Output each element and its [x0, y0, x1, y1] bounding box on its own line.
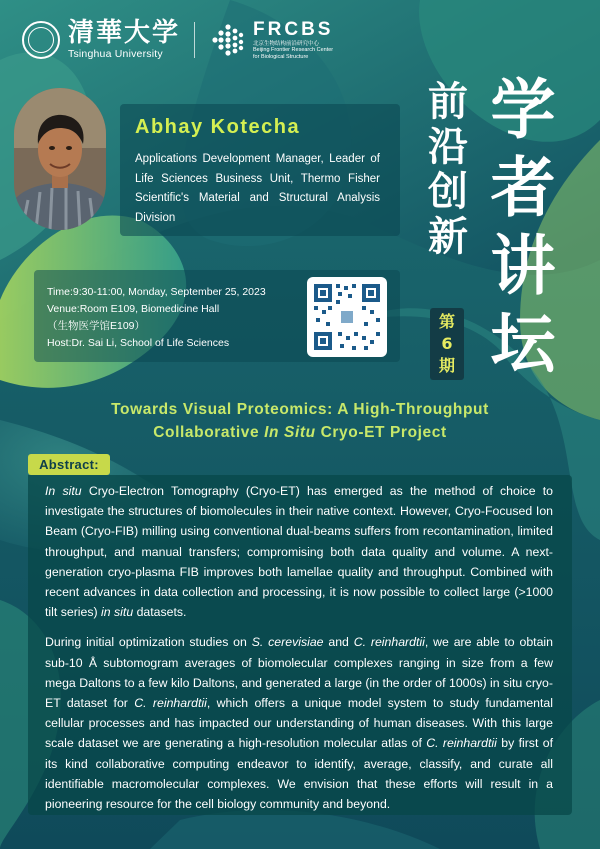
tsinghua-cn-name: 清華大学	[68, 18, 181, 49]
abstract-paragraph-1	[45, 481, 553, 622]
time-value: 9:30-11:00, Monday, September 25, 2023	[72, 286, 266, 298]
issue-number: 6	[441, 334, 453, 353]
talk-title	[0, 398, 600, 444]
series-title-char: 学	[490, 73, 556, 148]
abstract-paragraph-2	[45, 632, 553, 814]
tsinghua-seal-icon	[22, 21, 60, 59]
frcbs-title: FRCBS	[253, 18, 334, 40]
event-time	[47, 284, 266, 301]
time-label: Time:	[47, 286, 73, 298]
abstract-italic-term: C. reinhardtii	[353, 635, 425, 650]
header-logos	[22, 18, 333, 62]
abstract-text-segment: During initial optimization studies on	[45, 635, 252, 650]
venue-cn: （生物医学馆E109）	[47, 320, 146, 332]
talk-title-part: Collaborative	[153, 424, 265, 441]
event-info	[47, 284, 266, 352]
host-value: Dr. Sai Li, School of Life Sciences	[71, 337, 230, 349]
host-label: Host:	[47, 337, 72, 349]
frcbs-logo	[209, 20, 333, 61]
series-title-char: 前	[428, 79, 468, 125]
frcbs-dots-icon	[209, 21, 247, 59]
frcbs-en-name-1: Beijing Frontier Research Center	[253, 47, 334, 54]
series-title-right	[478, 72, 568, 384]
abstract-text-segment: by first of its kind collaborative computing endeavor to identify, average, classify, and curate all identifiable macromolecular complexes. We envision that these efforts will result in a pioneering resource for the cell biology community and beyond.	[45, 736, 553, 812]
abstract-italic-term: C. reinhardtii	[134, 696, 207, 711]
series-title-left	[423, 80, 473, 260]
abstract-text-segment: , which offers a unique model system to study fundamental cellular processes and has impacted our understanding of human diseases. With this large scale dataset we are generating a high-resolution molecular atlas of	[45, 696, 553, 751]
series-title-char: 坛	[490, 307, 556, 382]
frcbs-cn-name: 北京生物结构前沿研究中心	[253, 40, 320, 47]
abstract-text-segment: Cryo-Electron Tomography (Cryo-ET) has emerged as the method of choice to investigate the structures of biomolecules in their native context. However, Cryo-Focused Ion Beam (Cryo-FIB) milling using conventional dual-beams suffers from recontamination, limited throughput, and manual transfers; compromising both data quality and volume. A next-generation cryo-plasma FIB improves both lamellae quality and throughput. Combined with recent advances in data collection and processing, it is now possible to collect large (>1000 tilt series)	[45, 484, 554, 620]
series-title-char: 讲	[490, 229, 556, 304]
abstract-text-segment: , we are able to obtain sub-10 Å subtomogram averages of biomolecular complexes ranging in size from a few mega Daltons to a few kilo Daltons, and generated a large (in the order of 1000s) in situ cryo-ET dataset for	[45, 635, 553, 711]
qr-code[interactable]	[307, 277, 387, 357]
issue-badge	[430, 308, 464, 380]
event-venue	[47, 301, 266, 318]
abstract-label: Abstract:	[28, 454, 110, 475]
talk-title-line1: Towards Visual Proteomics: A High-Throughput	[111, 401, 489, 418]
issue-char: 第	[438, 312, 455, 331]
abstract-text-segment: datasets.	[133, 605, 187, 620]
series-title-char: 新	[428, 214, 468, 260]
abstract-italic-term: in situ	[101, 605, 134, 620]
venue-label: Venue:	[47, 303, 80, 315]
speaker-role: Applications Development Manager, Leader of Life Sciences Business Unit, Thermo Fisher Scientific's Material and Structural Analysis Division	[135, 153, 380, 224]
abstract-text-segment: and	[323, 635, 354, 650]
talk-title-line2	[0, 421, 600, 444]
abstract-italic-term: In situ	[45, 484, 82, 498]
speaker-photo	[14, 88, 106, 230]
frcbs-en-name-2: for Biological Structure	[253, 53, 309, 60]
logo-divider	[194, 22, 195, 58]
issue-char: 期	[438, 356, 455, 375]
series-title-char: 创	[428, 169, 468, 215]
talk-title-italic: In Situ	[264, 424, 316, 441]
abstract-italic-term: C. reinhardtii	[426, 736, 497, 751]
venue-value: Room E109, Biomedicine Hall	[79, 303, 220, 315]
talk-title-part: Cryo-ET Project	[315, 424, 447, 441]
tsinghua-logo	[68, 20, 180, 60]
speaker-name: Abhay Kotecha	[135, 116, 301, 138]
tsinghua-en-name: Tsinghua University	[68, 48, 163, 61]
series-title-char: 沿	[428, 124, 468, 170]
abstract-text	[45, 481, 553, 824]
event-host	[47, 335, 266, 352]
series-title-char: 者	[490, 151, 556, 226]
abstract-italic-term: S. cerevisiae	[251, 635, 324, 650]
